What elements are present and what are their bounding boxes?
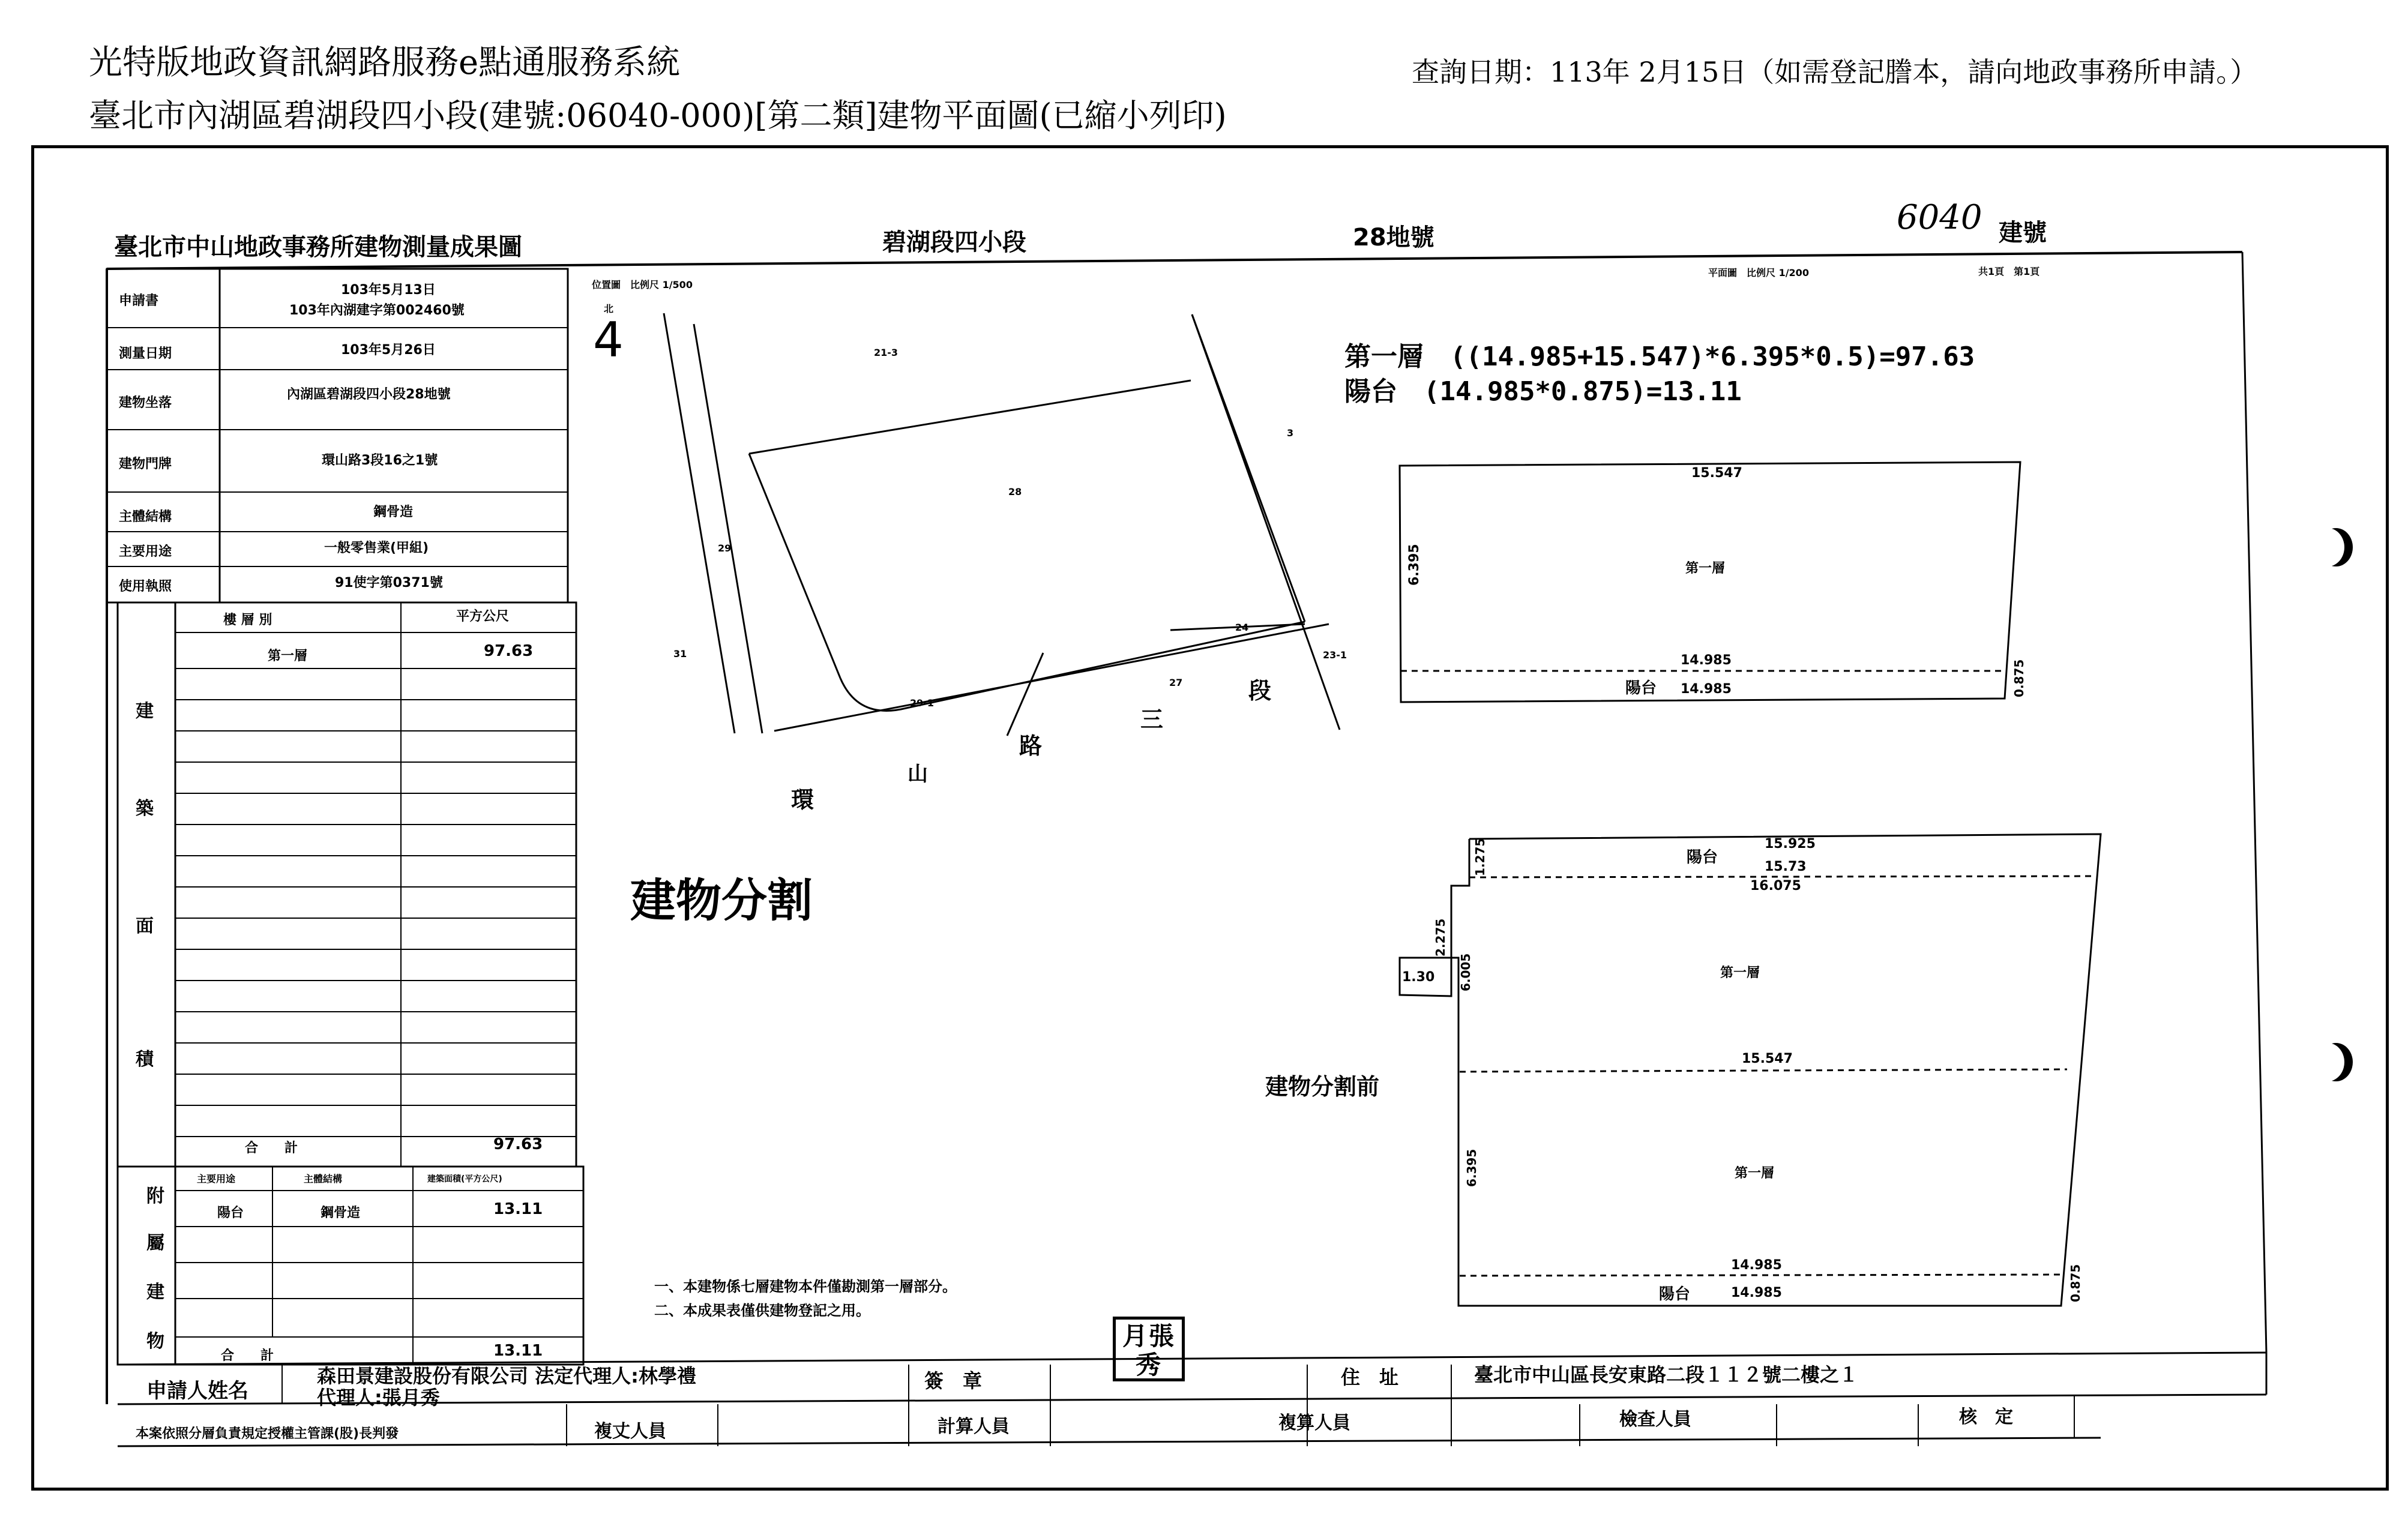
lot-28: 28 (1008, 486, 1022, 497)
lot-29: 29 (718, 542, 732, 554)
plan-bottom-balcony-top: 陽台 (1687, 849, 1718, 867)
split-title: 建物分割 (630, 874, 813, 927)
area-total-label: 合 計 (245, 1141, 298, 1156)
dim-1275: 1.275 (1473, 838, 1487, 876)
seal-chars: 月張秀 (1122, 1321, 1175, 1380)
lot-21-3: 21-3 (874, 347, 898, 358)
area-side-3: 面 (136, 916, 154, 937)
annex-col-struct: 主體結構 (304, 1173, 343, 1185)
plan-bottom (1400, 834, 2101, 1306)
page-count: 共1頁 第1頁 (1978, 266, 2040, 277)
plan-bottom-balcony-len: 14.985 (1731, 1285, 1782, 1300)
inspect-person-label: 檢查人員 (1619, 1409, 1691, 1430)
survey-person-label: 複丈人員 (594, 1421, 666, 1442)
annex-row-use: 陽台 (217, 1206, 244, 1221)
dim-15925: 15.925 (1765, 837, 1816, 852)
section-name: 碧湖段四小段 (882, 229, 1026, 256)
note-2: 二、本成果表僅供建物登記之用。 (654, 1302, 870, 1319)
north-arrow-icon: 4 (593, 312, 624, 368)
door-value: 環山路3段16之1號 (322, 453, 438, 468)
annex-total-label: 合 計 (221, 1348, 274, 1363)
permit-value: 91使字第0371號 (335, 575, 443, 590)
plan-bottom-balcony: 陽台 (1659, 1285, 1691, 1303)
use-label: 主要用途 (119, 544, 172, 559)
office-title: 臺北市中山地政事務所建物測量成果圖 (114, 233, 522, 261)
approve-label: 核 定 (1959, 1407, 2013, 1428)
plan-top-balcony: 陽台 (1625, 679, 1657, 697)
plan-top-top-dim: 15.547 (1691, 466, 1742, 481)
plan-top-balcony-depth: 0.875 (2012, 659, 2026, 697)
road-char-5: 段 (1248, 677, 1272, 704)
plan-top-balcony-len: 14.985 (1681, 682, 1732, 697)
calc-person-label: 計算人員 (938, 1416, 1010, 1437)
struct-label: 主體結構 (119, 509, 172, 524)
annex-side-3: 建 (146, 1282, 164, 1303)
header-title: 光特版地政資訊網路服務e點通服務系統 (89, 43, 681, 82)
formula-floor1: 第一層 ((14.985+15.547)*6.395*0.5)=97.63 (1344, 341, 1975, 372)
plan-scale-label: 平面圖 比例尺 1/200 (1708, 267, 1809, 278)
annex-total-value: 13.11 (493, 1342, 543, 1360)
site-value: 內湖區碧湖段四小段28地號 (287, 387, 451, 402)
recheck-person-label: 複算人員 (1278, 1413, 1350, 1434)
dim-1573: 15.73 (1765, 859, 1807, 874)
survey-label: 測量日期 (119, 346, 172, 361)
annex-col-area: 建築面積(平方公尺) (427, 1174, 502, 1184)
annex-col-use: 主要用途 (197, 1173, 236, 1185)
survey-date: 103年5月26日 (341, 343, 436, 358)
road-char-1: 環 (791, 787, 814, 813)
apply-label: 申請書 (119, 293, 159, 308)
dim-6395: 6.395 (1464, 1149, 1479, 1187)
annex-side-2: 屬 (146, 1233, 164, 1254)
dim-6005: 6.005 (1458, 953, 1473, 991)
road-char-4: 三 (1140, 706, 1164, 733)
area-side-4: 積 (136, 1049, 154, 1070)
plan-bottom-floor-upper: 第一層 (1720, 966, 1760, 981)
lot-31: 31 (673, 648, 687, 659)
area-col-sqm: 平方公尺 (456, 609, 510, 624)
plan-top-left-dim: 6.395 (1407, 544, 1422, 586)
annex-row-struct: 鋼骨造 (321, 1206, 361, 1221)
annex-row-area: 13.11 (493, 1200, 543, 1218)
agent-value: 代理人:張月秀 (317, 1386, 440, 1409)
binder-hole-icon (2311, 528, 2344, 566)
road-char-2: 山 (908, 762, 928, 786)
site-label: 建物坐落 (119, 395, 172, 410)
lot-27: 27 (1169, 677, 1183, 688)
area-row-floor: 第一層 (268, 649, 308, 664)
header-subtitle: 臺北市內湖區碧湖段四小段(建號:06040-000)[第二類]建物平面圖(已縮小列印) (89, 97, 1227, 134)
area-col-floor: 樓 層 別 (223, 613, 272, 628)
plan-top-floor: 第一層 (1685, 561, 1726, 576)
area-row-value: 97.63 (484, 642, 534, 660)
area-side-2: 築 (136, 798, 154, 819)
building-no-label: 建號 (1999, 219, 2047, 247)
note-1: 一、本建物係七層建物本件僅勘測第一層部分。 (654, 1278, 957, 1295)
use-value: 一般零售業(甲組) (324, 541, 429, 556)
area-side-1: 建 (136, 701, 154, 722)
handwritten-building-number: 6040 (1897, 198, 1982, 237)
door-label: 建物門牌 (119, 457, 172, 472)
dim-15547: 15.547 (1742, 1051, 1793, 1066)
dim-130: 1.30 (1402, 970, 1435, 985)
binder-hole-icon (2311, 1043, 2344, 1081)
apply-number: 103年內湖建字第002460號 (289, 303, 465, 318)
annex-side-1: 附 (146, 1186, 164, 1207)
dim-2275: 2.275 (1433, 918, 1448, 957)
north-mark: 北 (604, 303, 614, 314)
lot-3: 3 (1287, 427, 1294, 439)
apply-date: 103年5月13日 (341, 283, 436, 298)
struct-value: 鋼骨造 (373, 505, 414, 520)
query-date: 查詢日期：113年 2月15日（如需登記謄本，請向地政事務所申請。） (1412, 56, 2258, 88)
authority-note: 本案依照分層負責規定授權主管課(股)長判發 (136, 1426, 399, 1441)
location-map-label: 位置圖 比例尺 1/500 (592, 279, 693, 290)
applicant-label: 申請人姓名 (146, 1379, 248, 1403)
annex-side-4: 物 (146, 1331, 164, 1352)
before-split-label: 建物分割前 (1265, 1074, 1380, 1100)
plan-top-bottom-dim: 14.985 (1681, 653, 1732, 668)
lot-29-1: 29-1 (910, 697, 935, 709)
plan-bottom-balcony-depth: 0.875 (2068, 1264, 2083, 1302)
lot-number: 28地號 (1353, 224, 1434, 251)
site-map (664, 313, 1340, 736)
address-value: 臺北市中山區長安東路二段１１２號二樓之１ (1474, 1363, 1859, 1386)
permit-label: 使用執照 (119, 579, 172, 594)
area-total-value: 97.63 (493, 1135, 543, 1153)
seal-label: 簽 章 (924, 1369, 983, 1392)
formula-balcony: 陽台 (14.985*0.875)=13.11 (1344, 376, 1742, 407)
dim-16075: 16.075 (1750, 879, 1801, 894)
road-char-3: 路 (1019, 733, 1043, 759)
lot-23-1: 23-1 (1323, 649, 1347, 661)
address-label: 住 址 (1341, 1366, 1399, 1389)
plan-bottom-floor-lower: 第一層 (1735, 1166, 1775, 1181)
dim-14985: 14.985 (1731, 1258, 1782, 1273)
seal-stamp (1113, 1317, 1185, 1381)
applicant-value: 森田景建設股份有限公司 法定代理人:林學禮 (317, 1365, 696, 1387)
lot-24: 24 (1235, 622, 1249, 633)
